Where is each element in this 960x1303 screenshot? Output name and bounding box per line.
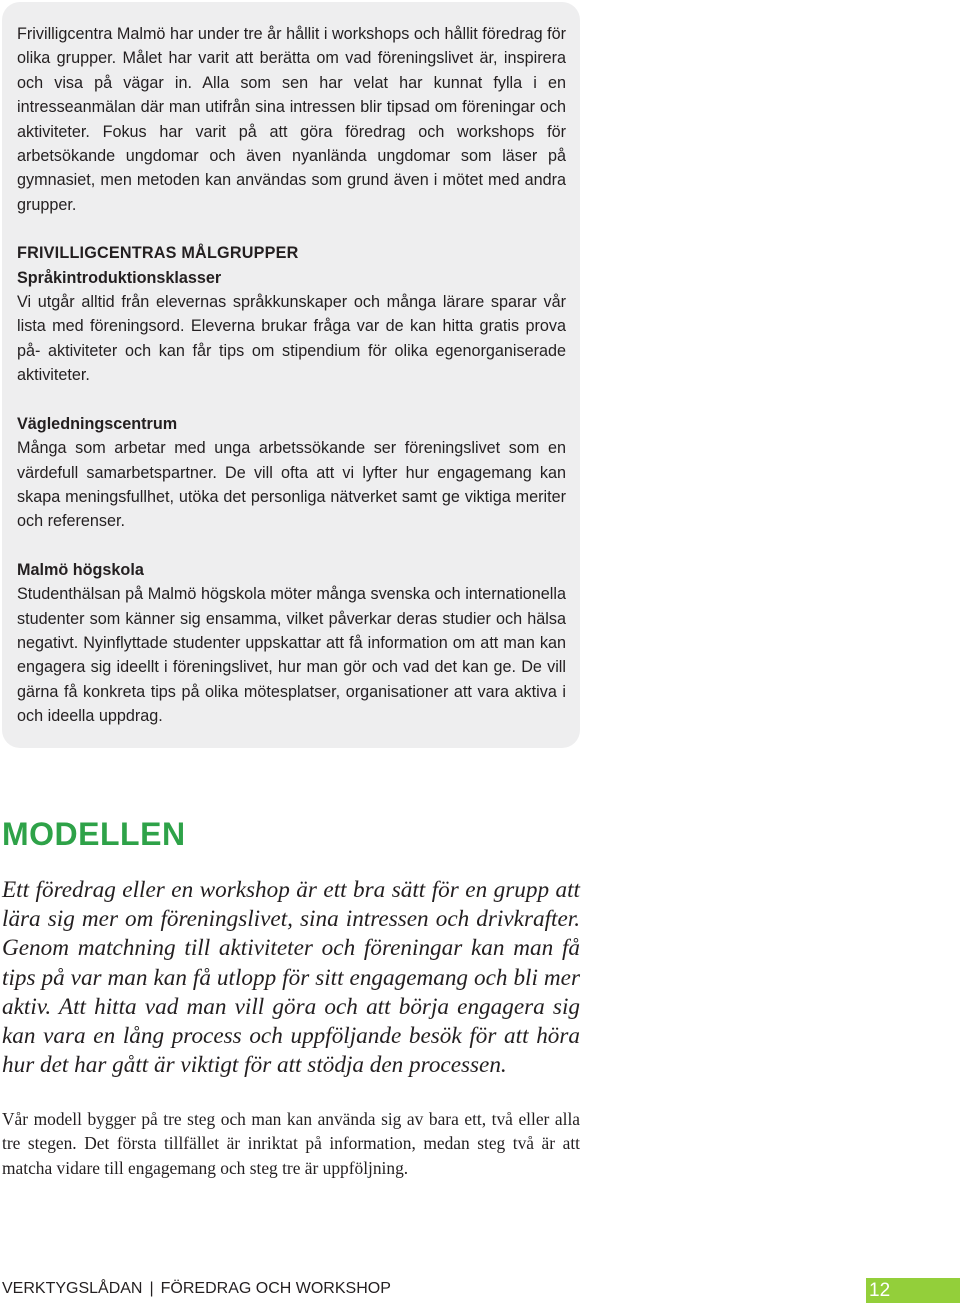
modellen-body: Vår modell bygger på tre steg och man kan använda sig av bara ett, två eller alla tre stegen. Det första tillfället är inriktat på information, medan steg två är att matcha vidare till engagemang och steg tre är uppföljning. [2, 1109, 580, 1178]
group-title-sprakintroduktion: Språkintroduktionsklasser [17, 268, 222, 287]
group-text-sprakintroduktion: Vi utgår alltid från elevernas språkkunskaper och många lärare sparar vår lista med föreningsord. Eleverna brukar fråga var de kan hitta gratis prova på- aktiviteter och kan får tips om stipendium för olika egenorganiserade aktiviteter. [17, 293, 566, 385]
group-text-malmo-hogskola: Studenthälsan på Malmö högskola möter många svenska och internationella studenter som känner sig ensamma, vilket påverkar deras studier och hälsa negativt. Nyinflyttade studenter uppskattar att få information om att man kan engagera sig ideellt i föreningslivet, hur man gör och vad det kan ge. De vill gärna få konkreta tips på olika mötesplatser, organisationer att vara aktiva i och ideella uppdrag. [17, 585, 566, 726]
info-box [2, 2, 580, 748]
footer-left-label: VERKTYGSLÅDAN [2, 1280, 143, 1297]
modellen-intro: Ett föredrag eller en workshop är ett bra sätt för en grupp att lära sig mer om föreningslivet, sina intressen och drivkrafter. Genom matchning till aktiviteter och föreningar kan man få tips på var man kan få utlopp för sitt engagemang och bli mer aktiv. Att hitta vad man vill göra och att börja engagera sig kan vara en lång process och uppföljande besök för att höra hur det har gått är viktigt för att stödja den processen. [2, 877, 580, 1079]
footer-separator: | [149, 1280, 154, 1297]
group-title-vagledningscentrum: Vägledningscentrum [17, 414, 178, 433]
footer-right-label: FÖREDRAG OCH WORKSHOP [160, 1280, 391, 1297]
footer-running-title [2, 1280, 391, 1298]
group-text-vagledningscentrum: Många som arbetar med unga arbetssökande ser föreningslivet som en värdefull samarbetspartner. De vill ofta att vi lyfter hur engagemang kan skapa meningsfullhet, utöka det personliga nätverket samt ge viktiga meriter och referenser. [17, 439, 566, 531]
page-number: 12 [866, 1278, 960, 1303]
target-groups-title: FRIVILLIGCENTRAS MÅLGRUPPER [17, 244, 299, 263]
box-intro-paragraph: Frivilligcentra Malmö har under tre år hållit i workshops och hållit föredrag för olika grupper. Målet har varit att berätta om vad föreningslivet är, inspirera och visa på vägar in. Alla som sen har velat har kunnat fylla i en intresseanmälan där man utifrån sina intressen blir tipsad om föreningar och aktiviteter. Fokus har varit på att göra föredrag och workshops för arbetsökande ungdomar och även nyanlända ungdomar som läser på gymnasiet, men metoden kan användas som grund även i mötet med andra grupper. [17, 25, 566, 214]
group-title-malmo-hogskola: Malmö högskola [17, 560, 144, 579]
modellen-heading: MODELLEN [2, 816, 186, 852]
